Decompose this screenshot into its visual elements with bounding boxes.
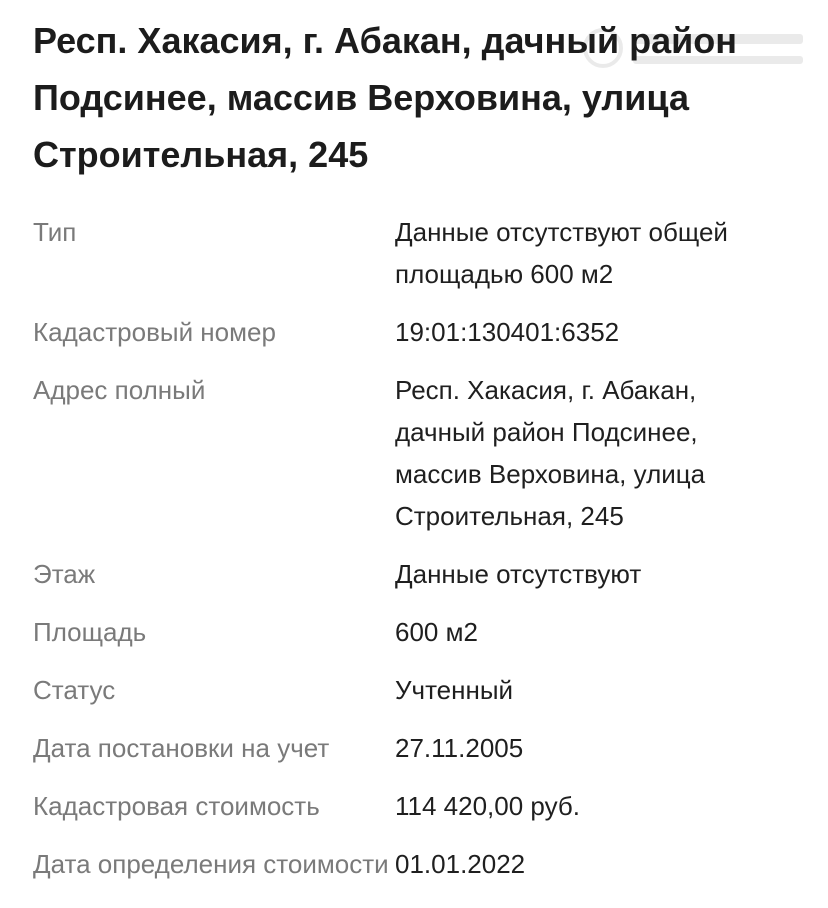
property-value: Данные отсутствуют: [395, 559, 642, 589]
property-label: Тип: [33, 217, 77, 247]
property-card: [33, 0, 813, 901]
property-row-floor: [33, 553, 813, 595]
property-row-type: [33, 211, 813, 295]
property-row-cadastral-value: [33, 785, 813, 827]
property-value: 114 420,00 руб.: [395, 791, 580, 821]
property-row-valuation-date: [33, 843, 813, 885]
page-title: Респ. Хакасия, г. Абакан, дачный район Подсинее, массив Верховина, улица Строительная, 245: [33, 20, 738, 175]
property-label: Адрес полный: [33, 375, 206, 405]
property-label: Этаж: [33, 559, 96, 589]
property-value: 600 м2: [395, 617, 478, 647]
property-value: 19:01:130401:6352: [395, 317, 620, 347]
property-value: Респ. Хакасия, г. Абакан, дачный район Подсинее, массив Верховина, улица Строительная, 245: [395, 375, 706, 531]
property-label: Площадь: [33, 617, 147, 647]
property-row-cadastral-number: [33, 311, 813, 353]
property-label: Статус: [33, 675, 116, 705]
property-row-registration-date: [33, 727, 813, 769]
property-value: 01.01.2022: [395, 849, 526, 879]
property-label: Дата определения стоимости: [33, 849, 389, 879]
property-label: Кадастровая стоимость: [33, 791, 320, 821]
property-label: Дата постановки на учет: [33, 733, 330, 763]
property-row-area: [33, 611, 813, 653]
property-value: Учтенный: [395, 675, 514, 705]
property-list: [33, 211, 813, 885]
property-row-address: [33, 369, 813, 537]
property-value: Данные отсутствуют общей площадью 600 м2: [395, 217, 728, 289]
property-row-status: [33, 669, 813, 711]
property-label: Кадастровый номер: [33, 317, 276, 347]
property-value: 27.11.2005: [395, 733, 524, 763]
